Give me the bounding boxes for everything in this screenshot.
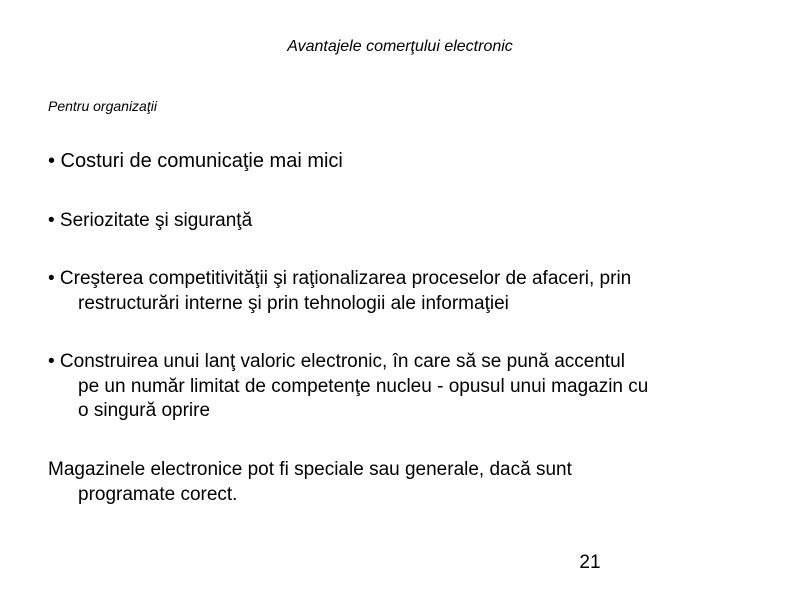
bullet-line: • Creşterea competitivităţii şi raţionalizarea proceselor de afaceri, prin [48, 268, 632, 289]
bullet-line-continuation: restructurări interne şi prin tehnologii ale informaţiei [78, 292, 509, 314]
page-number: 21 [579, 552, 601, 573]
bullet-line: • Costuri de comunicaţie mai mici [48, 150, 343, 172]
slide-subtitle: Pentru organizaţii [48, 98, 157, 114]
bullet-item-reliability [48, 209, 768, 234]
bullet-line-continuation: pe un număr limitat de competenţe nucleu - opusul unui magazin cu [78, 375, 649, 397]
slide-title: Avantajele comerţului electronic [287, 38, 513, 55]
bullet-item-competitiveness [48, 267, 768, 316]
paragraph-line-continuation: programate corect. [78, 483, 238, 505]
paragraph-electronic-stores [48, 458, 768, 507]
bullet-item-communication-costs [48, 149, 768, 174]
bullet-line: • Seriozitate şi siguranţă [48, 210, 253, 231]
bullet-item-value-chain [48, 350, 768, 424]
paragraph-line: Magazinele electronice pot fi speciale sau generale, dacă sunt [48, 459, 572, 480]
bullet-line-continuation: o singură oprire [78, 400, 211, 421]
bullet-line: • Construirea unui lanţ valoric electronic, în care să se pună accentul [48, 351, 625, 372]
